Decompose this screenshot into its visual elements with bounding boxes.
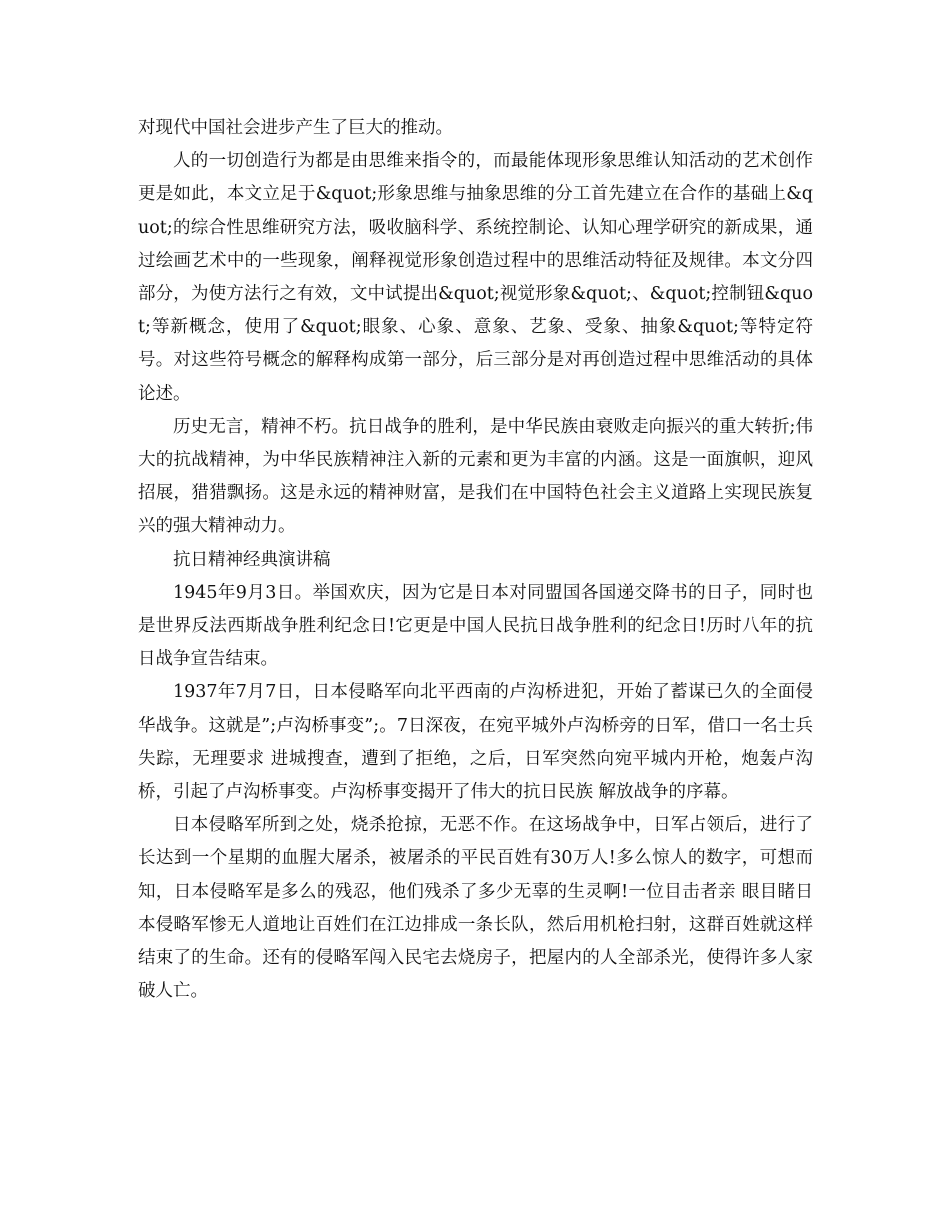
document-body [138,112,813,1008]
paragraph-thinking-research: 人的一切创造行为都是由思维来指令的，而最能体现形象思维认知活动的艺术创作更是如此，本文立足于&quot;形象思维与抽象思维的分工首先建立在合作的基础上&quot;的综合性思维研究方法，吸收脑科学、系统控制论、认知心理学研究的新成果，通过绘画艺术中的一些现象，阐释视觉形象创造过程中的思维活动特征及规律。本文分四部分，为使方法行之有效，文中试提出&quot;视觉形象&quot;、&quot;控制钮&quot;等新概念，使用了&quot;眼象、心象、意象、艺象、受象、抽象&quot;等特定符号。对这些符号概念的解释构成第一部分，后三部分是对再创造过程中思维活动的具体论述。 [138,151,813,404]
paragraph-1945: 1945年9月3日。举国欢庆，因为它是日本对同盟国各国递交降书的日子，同时也是世界反法西斯战争胜利纪念日!它更是中国人民抗日战争胜利的纪念日!历时八年的抗日战争宣告结束。 [138,582,813,670]
paragraph-atrocities: 日本侵略军所到之处，烧杀抢掠，无恶不作。在这场战争中，日军占领后，进行了长达到一个星期的血腥大屠杀，被屠杀的平民百姓有30万人!多么惊人的数字，可想而知，日本侵略军是多么的残忍，他们残杀了多少无辜的生灵啊!一位目击者亲 眼目睹日本侵略军惨无人道地让百姓们在江边排成一条长队，然后用机枪扫射，这群百姓就这样结束了的生命。还有的侵略军闯入民宅去烧房子，把屋内的人全部杀光，使得许多人家破人亡。 [138,815,813,1002]
paragraph-continuation: 对现代中国社会进步产生了巨大的推动。 [138,118,453,138]
paragraph-history-spirit: 历史无言，精神不朽。抗日战争的胜利，是中华民族由衰败走向振兴的重大转折;伟大的抗战精神，为中华民族精神注入新的元素和更为丰富的内涵。这是一面旗帜，迎风招展，猎猎飘扬。这是永远的精神财富，是我们在中国特色社会主义道路上实现民族复兴的强大精神动力。 [138,416,813,537]
section-heading: 抗日精神经典演讲稿 [173,549,331,570]
paragraph-1937: 1937年7月7日，日本侵略军向北平西南的卢沟桥进犯，开始了蓄谋已久的全面侵华战争。这就是”;卢沟桥事变”;。7日深夜，在宛平城外卢沟桥旁的日军，借口一名士兵失踪，无理要求 进城搜查，遭到了拒绝，之后，日军突然向宛平城内开枪，炮轰卢沟桥，引起了卢沟桥事变。卢沟桥事变揭开了伟大的抗日民族 解放战争的序幕。 [138,682,813,803]
